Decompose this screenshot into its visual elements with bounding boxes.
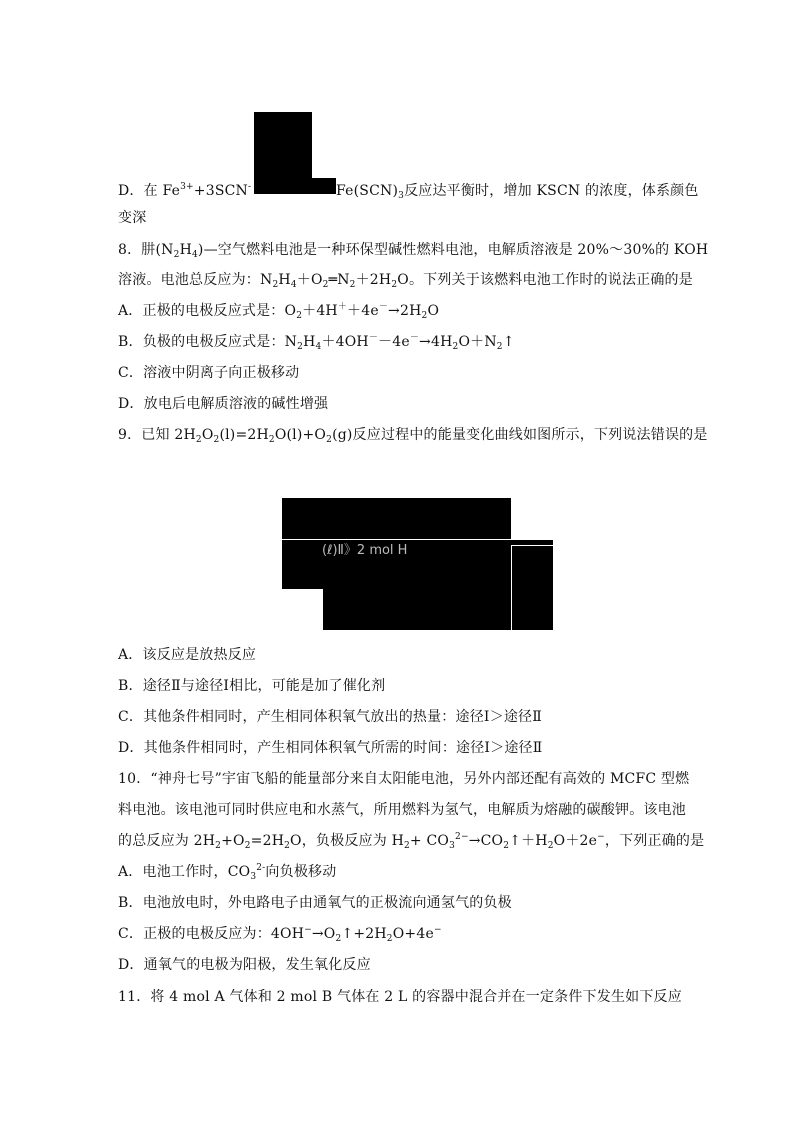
q10-option-b: B．电池放电时，外电路电子由通氧气的正极流向通氢气的负极 bbox=[118, 895, 512, 911]
figure-rule bbox=[511, 545, 512, 630]
q9-option-b: B．途径Ⅱ与途径Ⅰ相比，可能是加了催化剂 bbox=[118, 678, 386, 694]
q8-option-c: C．溶液中阴离子向正极移动 bbox=[118, 365, 300, 381]
q10-option-c: C．正极的电极反应为：$4OH^-\to O_2↑+2H_2O+4e^-$ bbox=[118, 925, 442, 944]
q7-option-d: D．在 $Fe^{3+}+3SCN^-$ bbox=[118, 182, 252, 199]
q9-option-d: D．其他条件相同时，产生相同体积氧气所需的时间：途径Ⅰ＞途径Ⅱ bbox=[118, 740, 543, 756]
q10-stem-line1: 10．“神舟七号”宇宙飞船的能量部分来自太阳能电池，另外内部还配有高效的 MCFC 型燃 bbox=[118, 771, 690, 787]
q9-stem: 9．已知 $2H_2O_2(l)=2H_2O(l)+O_2(g)$反应过程中的能量变化曲线如图所示，下列说法错误的是 bbox=[118, 427, 708, 445]
q10-stem-line3: 的总反应为 $2H_2+O_2=2H_2O$，负极反应为 $H_2+$ $CO_3^{2-}\to CO_2↑+H_2O+2e^-$，下列正确的是 bbox=[118, 832, 705, 851]
q8-option-a: A．正极的电极反应式是：$O_2+4H^++4e^-\to 2H_2O$ bbox=[118, 302, 440, 321]
q10-stem-line2: 料电池。该电池可同时供应电和水蒸气，所用燃料为氢气，电解质为熔融的碳酸钾。该电池 bbox=[118, 802, 686, 818]
q7-option-d-cont: 变深 bbox=[118, 210, 147, 226]
q8-stem-line1: 8．肼$(N_2H_4)—$空气燃料电池是一种环保型碱性燃料电池，电解质溶液是 20%～30%的 KOH bbox=[118, 242, 709, 260]
q8-option-d: D．放电后电解质溶液的碱性增强 bbox=[118, 396, 329, 412]
q7-option-d-rest: $Fe(SCN)_3$反应达平衡时，增加 KSCN 的浓度，体系颜色 bbox=[336, 183, 699, 201]
figure-label: (ℓ)Ⅱ》2 mol H bbox=[322, 543, 408, 558]
q8-option-b: B．负极的电极反应式是：$N_2H_4+4OH^--4e^-\to 4H_2O+N_2↑$ bbox=[118, 333, 515, 352]
q9-option-a: A．该反应是放热反应 bbox=[118, 647, 257, 663]
redacted-image-top-foot bbox=[294, 178, 336, 194]
q9-option-c: C．其他条件相同时，产生相同体积氧气放出的热量：途径Ⅰ＞途径Ⅱ bbox=[118, 709, 542, 725]
q10-option-a: A．电池工作时，$CO_3^{2-}$向负极移动 bbox=[118, 863, 337, 882]
figure-rule bbox=[511, 545, 553, 546]
q8-stem-line2: 溶液。电池总反应为：$N_2H_4+O_2═N_2+2H_2O$。下列关于该燃料电池工作时的说法正确的是 bbox=[118, 272, 693, 290]
q11-stem-line1: 11．将 4 mol A 气体和 2 mol B 气体在 2 L 的容器中混合并在一定条件下发生如下反应 bbox=[118, 989, 682, 1005]
q10-option-d: D．通氧气的电极为阳极，发生氧化反应 bbox=[118, 957, 371, 973]
